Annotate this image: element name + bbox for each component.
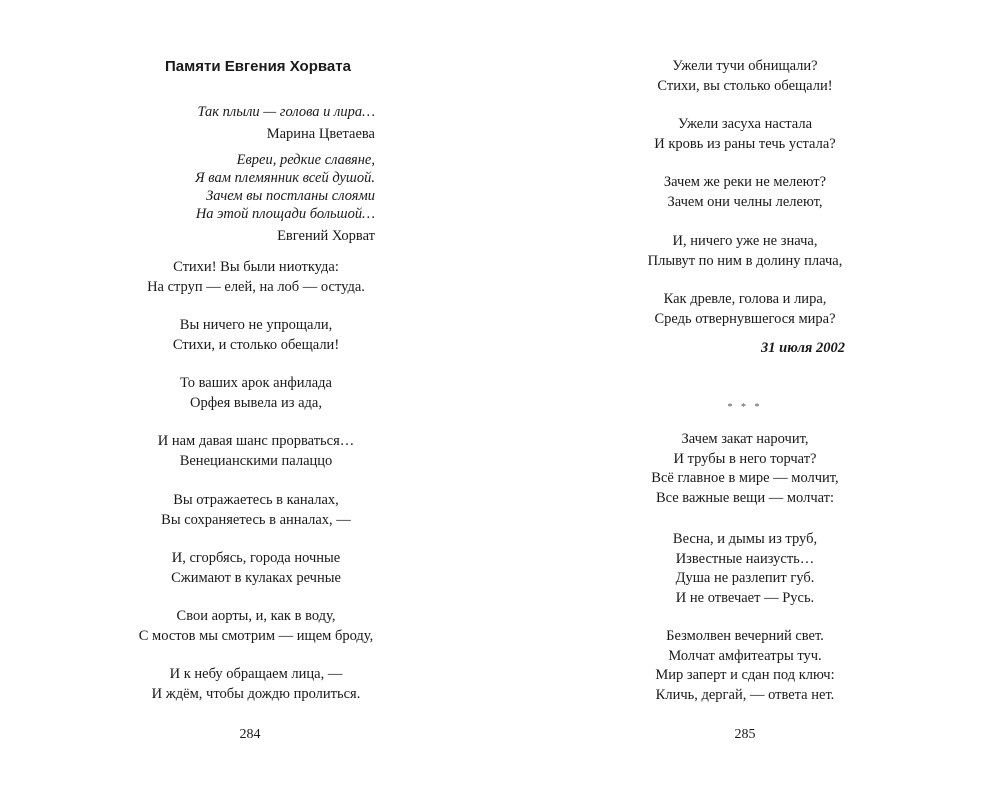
verse-line: Вы ничего не упрощали, bbox=[179, 317, 333, 333]
epigraph-author: Марина Цветаева bbox=[266, 126, 375, 142]
verse-line: И ждём, чтобы дождю пролиться. bbox=[151, 685, 361, 702]
verse-line: Средь отвернувшегося мира? bbox=[654, 310, 836, 327]
section-separator: * * * bbox=[727, 402, 763, 413]
verse-line: Стихи, и столько обещали! bbox=[172, 336, 340, 353]
epigraph-author: Евгений Хорват bbox=[277, 228, 375, 244]
verse-line: Свои аорты, и, как в воду, bbox=[176, 608, 336, 624]
verse-line: Безмолвен вечерний свет. bbox=[666, 628, 824, 644]
verse-line: Молчат амфитеатры туч. bbox=[668, 647, 822, 664]
verse-line: И не отвечает — Русь. bbox=[675, 589, 815, 606]
epigraph-line: На этой площади большой… bbox=[195, 206, 375, 222]
verse-line: Стихи! Вы были ниоткуда: bbox=[173, 259, 339, 275]
stanza bbox=[6, 491, 506, 530]
stanza bbox=[495, 115, 995, 154]
verse-line: И к небу обращаем лица, — bbox=[169, 666, 343, 682]
verse-line: И трубы в него торчат? bbox=[673, 450, 817, 467]
verse-line: Кличь, дергай, — ответа нет. bbox=[655, 686, 835, 703]
page-number: 284 bbox=[239, 727, 261, 742]
poem-title: Памяти Евгения Хорвата bbox=[165, 58, 351, 75]
stanza bbox=[6, 374, 506, 413]
stanza bbox=[495, 232, 995, 271]
verse-line: И нам давая шанс прорваться… bbox=[157, 433, 355, 449]
stanza bbox=[495, 530, 995, 608]
stanza bbox=[495, 173, 995, 212]
stanza bbox=[495, 627, 995, 705]
verse-line: Стихи, вы столько обещали! bbox=[657, 77, 833, 94]
verse-line: На струп — елей, на лоб — остуда. bbox=[147, 278, 365, 295]
verse-line: То ваших арок анфилада bbox=[180, 375, 332, 391]
epigraph-line: Зачем вы постланы слоями bbox=[206, 188, 375, 204]
verse-line: Ужели засуха настала bbox=[677, 116, 813, 132]
epigraph-1 bbox=[197, 103, 375, 144]
verse-line: Плывут по ним в долину плача, bbox=[647, 252, 843, 269]
stanza bbox=[6, 258, 506, 297]
page-number: 285 bbox=[734, 727, 756, 742]
verse-line: И кровь из раны течь устала? bbox=[654, 135, 836, 152]
verse-line: Сжимают в кулаках речные bbox=[171, 569, 341, 586]
verse-line: Известные наизусть… bbox=[675, 550, 815, 567]
right-page bbox=[500, 0, 1000, 800]
verse-line: Зачем же реки не мелеют? bbox=[663, 174, 827, 190]
verse-line: Венецианскими палаццо bbox=[179, 452, 333, 469]
epigraph-line: Я вам племянник всей душой. bbox=[195, 170, 375, 186]
stanza bbox=[495, 290, 995, 329]
verse-line: Зачем закат нарочит, bbox=[681, 431, 809, 447]
epigraph-line: Так плыли — голова и лира… bbox=[197, 104, 375, 120]
stanza bbox=[6, 607, 506, 646]
verse-line: С мостов мы смотрим — ищем броду, bbox=[138, 627, 374, 644]
verse-line: Всё главное в мире — молчит, bbox=[651, 470, 839, 486]
stanza bbox=[6, 549, 506, 588]
verse-line: Мир заперт и сдан под ключ: bbox=[655, 667, 835, 683]
stanza bbox=[495, 430, 995, 508]
verse-line: Вы отражаетесь в каналах, bbox=[173, 492, 339, 508]
verse-line: Вы сохраняетесь в анналах, — bbox=[161, 511, 351, 528]
verse-line: Как древле, голова и лира, bbox=[663, 291, 827, 307]
epigraph-2 bbox=[195, 151, 375, 245]
epigraph-line: Евреи, редкие славяне, bbox=[236, 152, 375, 168]
verse-line: Весна, и дымы из труб, bbox=[672, 531, 818, 547]
stanza bbox=[6, 316, 506, 355]
stanza bbox=[6, 432, 506, 471]
verse-line: Орфея вывела из ада, bbox=[190, 394, 322, 411]
verse-line: И, ничего уже не знача, bbox=[672, 233, 818, 249]
verse-line: И, сгорбясь, города ночные bbox=[171, 550, 341, 566]
stanza bbox=[6, 665, 506, 704]
verse-line: Все важные вещи — молчат: bbox=[655, 489, 835, 506]
verse-line: Душа не разлепит губ. bbox=[675, 570, 815, 586]
verse-line: Ужели тучи обнищали? bbox=[672, 58, 818, 74]
poem-date: 31 июля 2002 bbox=[761, 340, 845, 356]
verse-line: Зачем они челны лелеют, bbox=[667, 193, 823, 210]
stanza bbox=[495, 57, 995, 96]
